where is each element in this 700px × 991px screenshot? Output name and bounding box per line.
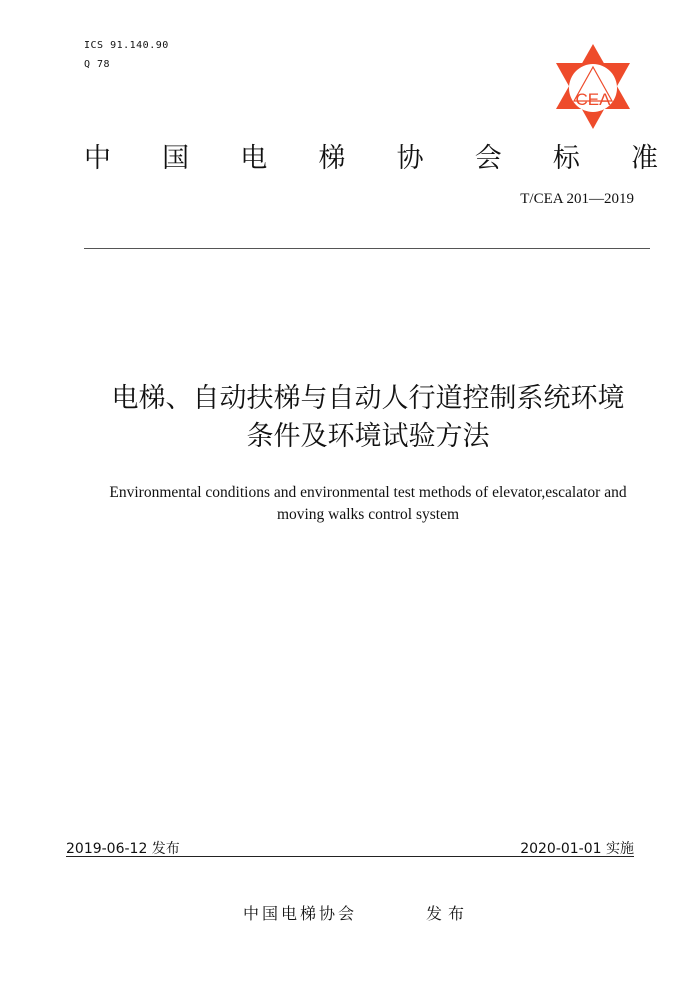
- org-title-char: 中: [84, 143, 111, 174]
- publish-label: 发布: [426, 904, 471, 923]
- org-title-char: 电: [240, 143, 268, 174]
- org-title-char: 准: [630, 143, 658, 174]
- org-standard-title: [84, 136, 658, 175]
- chinese-title-line-1: 电梯、自动扶梯与自动人行道控制系统环境: [111, 383, 625, 414]
- header-divider: [84, 248, 650, 249]
- english-title: [70, 482, 666, 526]
- org-title-char: 会: [474, 143, 502, 174]
- org-title-char: 国: [162, 143, 190, 174]
- classification-block: [84, 36, 169, 74]
- footer-divider: [66, 856, 634, 857]
- chinese-title-line-2: 条件及环境试验方法: [246, 421, 490, 452]
- cea-logo-icon: [553, 43, 633, 131]
- standard-code: T/CEA 201—2019: [520, 191, 634, 207]
- chinese-title: [60, 380, 676, 456]
- cea-logo: [553, 43, 633, 131]
- publisher-name: 中国电梯协会: [243, 904, 358, 923]
- implementation-date: 2020-01-01 实施: [520, 841, 634, 857]
- logo-text: CEA: [575, 90, 611, 109]
- ics-code: ICS 91.140.90: [84, 40, 169, 51]
- org-title-char: 梯: [318, 143, 346, 174]
- ccs-code: Q 78: [84, 59, 111, 70]
- org-title-char: 协: [396, 143, 424, 174]
- english-title-line-1: Environmental conditions and environmental test methods of elevator,escalator and: [109, 484, 627, 501]
- org-title-char: 标: [552, 143, 580, 174]
- issue-date: 2019-06-12 发布: [66, 841, 180, 857]
- english-title-line-2: moving walks control system: [276, 506, 460, 523]
